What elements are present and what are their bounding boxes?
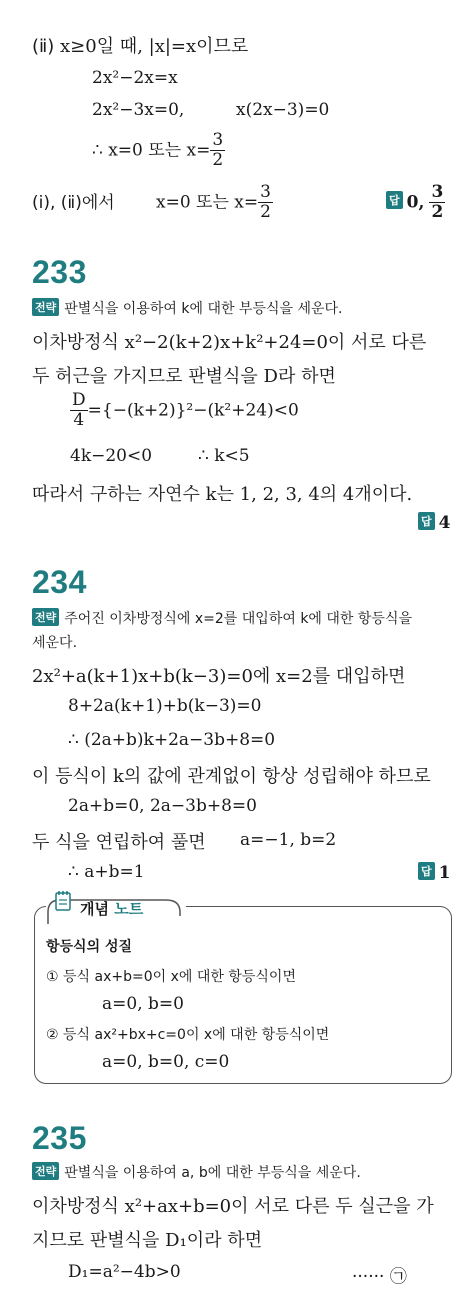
answer-234: 답 1 bbox=[418, 862, 450, 883]
strategy-line-cont: 세운다. bbox=[32, 635, 78, 651]
problem-number: 233 bbox=[32, 254, 87, 290]
concept-note-subtitle: 항등식의 성질 bbox=[46, 939, 133, 955]
note-item: ② 등식 ax²+bx+c=0이 x에 대한 항등식이면 bbox=[46, 1027, 330, 1043]
strategy-line: 전략 주어진 이차방정식에 x=2를 대입하여 k에 대한 항등식을 bbox=[32, 608, 412, 628]
paragraph: 지므로 판별식을 D₁이라 하면 bbox=[32, 1230, 263, 1251]
concept-note-box bbox=[34, 906, 452, 1084]
problem-number: 234 bbox=[32, 564, 87, 600]
paragraph: 이차방정식 x²+ax+b=0이 서로 다른 두 실근을 가 bbox=[32, 1196, 434, 1217]
note-item: ① 등식 ax+b=0이 x에 대한 항등식이면 bbox=[46, 969, 296, 985]
equation-solution: ∴ x=0 또는 x= $\frac{3}{2}$ bbox=[92, 130, 224, 170]
combined-cases-label: (ⅰ), (ⅱ)에서 bbox=[32, 193, 115, 213]
paragraph: 두 식을 연립하여 풀면 bbox=[32, 832, 206, 853]
discriminant-equation: $\frac{D}{4}$ ={−(k+2)}²−(k²+24)<0 bbox=[72, 390, 299, 430]
equation-line: D₁=a²−4b>0 bbox=[68, 1262, 181, 1282]
answer-badge: 답 bbox=[386, 191, 403, 209]
paragraph: 두 허근을 가지므로 판별식을 D라 하면 bbox=[32, 366, 336, 387]
case-ii-line: (ⅱ) x≥0일 때, |x|=x이므로 bbox=[32, 36, 249, 57]
strategy-line: 전략 판별식을 이용하여 a, b에 대한 부등식을 세운다. bbox=[32, 1162, 361, 1182]
equation-line: 2x²−2x=x bbox=[92, 68, 178, 88]
problem-number: 235 bbox=[32, 1120, 87, 1156]
note-item-equation: a=0, b=0 bbox=[102, 994, 184, 1014]
answer-badge: 답 bbox=[418, 512, 435, 530]
answer-233: 답 4 bbox=[418, 512, 450, 533]
equation-line: 2a+b=0, 2a−3b+8=0 bbox=[68, 796, 257, 816]
equation-line: 8+2a(k+1)+b(k−3)=0 bbox=[68, 696, 262, 716]
strategy-badge: 전략 bbox=[32, 298, 59, 316]
strategy-badge: 전략 bbox=[32, 1162, 59, 1180]
equation-line: ∴ k<5 bbox=[198, 446, 250, 466]
answer-232: 답 0, $\frac{3}{2}$ bbox=[386, 184, 445, 222]
equation-line: ∴ a+b=1 bbox=[68, 862, 145, 882]
strategy-badge: 전략 bbox=[32, 608, 59, 626]
paragraph: 이 등식이 k의 값에 관계없이 항상 성립해야 하므로 bbox=[32, 766, 431, 787]
paragraph: 따라서 구하는 자연수 k는 1, 2, 3, 4의 4개이다. bbox=[32, 484, 413, 505]
equation-line: 4k−20<0 bbox=[70, 446, 153, 466]
concept-note-title: 개념 노트 bbox=[80, 900, 144, 918]
paragraph: 2x²+a(k+1)x+b(k−3)=0에 x=2를 대입하면 bbox=[32, 666, 406, 687]
paragraph: 이차방정식 x²−2(k+2)x+k²+24=0이 서로 다른 bbox=[32, 332, 427, 353]
equation-line: x(2x−3)=0 bbox=[236, 100, 330, 120]
equation-line: 2x²−3x=0, bbox=[92, 100, 185, 120]
equation-line: ∴ (2a+b)k+2a−3b+8=0 bbox=[68, 730, 276, 750]
equation-line: a=−1, b=2 bbox=[240, 830, 337, 850]
equation-marker: ······ ㉠ bbox=[352, 1267, 407, 1287]
notebook-icon bbox=[54, 890, 72, 916]
answer-badge: 답 bbox=[418, 862, 435, 880]
note-item-equation: a=0, b=0, c=0 bbox=[102, 1052, 230, 1072]
combined-solution: x=0 또는 x= $\frac{3}{2}$ bbox=[156, 182, 271, 222]
strategy-line: 전략 판별식을 이용하여 k에 대한 부등식을 세운다. bbox=[32, 298, 343, 318]
